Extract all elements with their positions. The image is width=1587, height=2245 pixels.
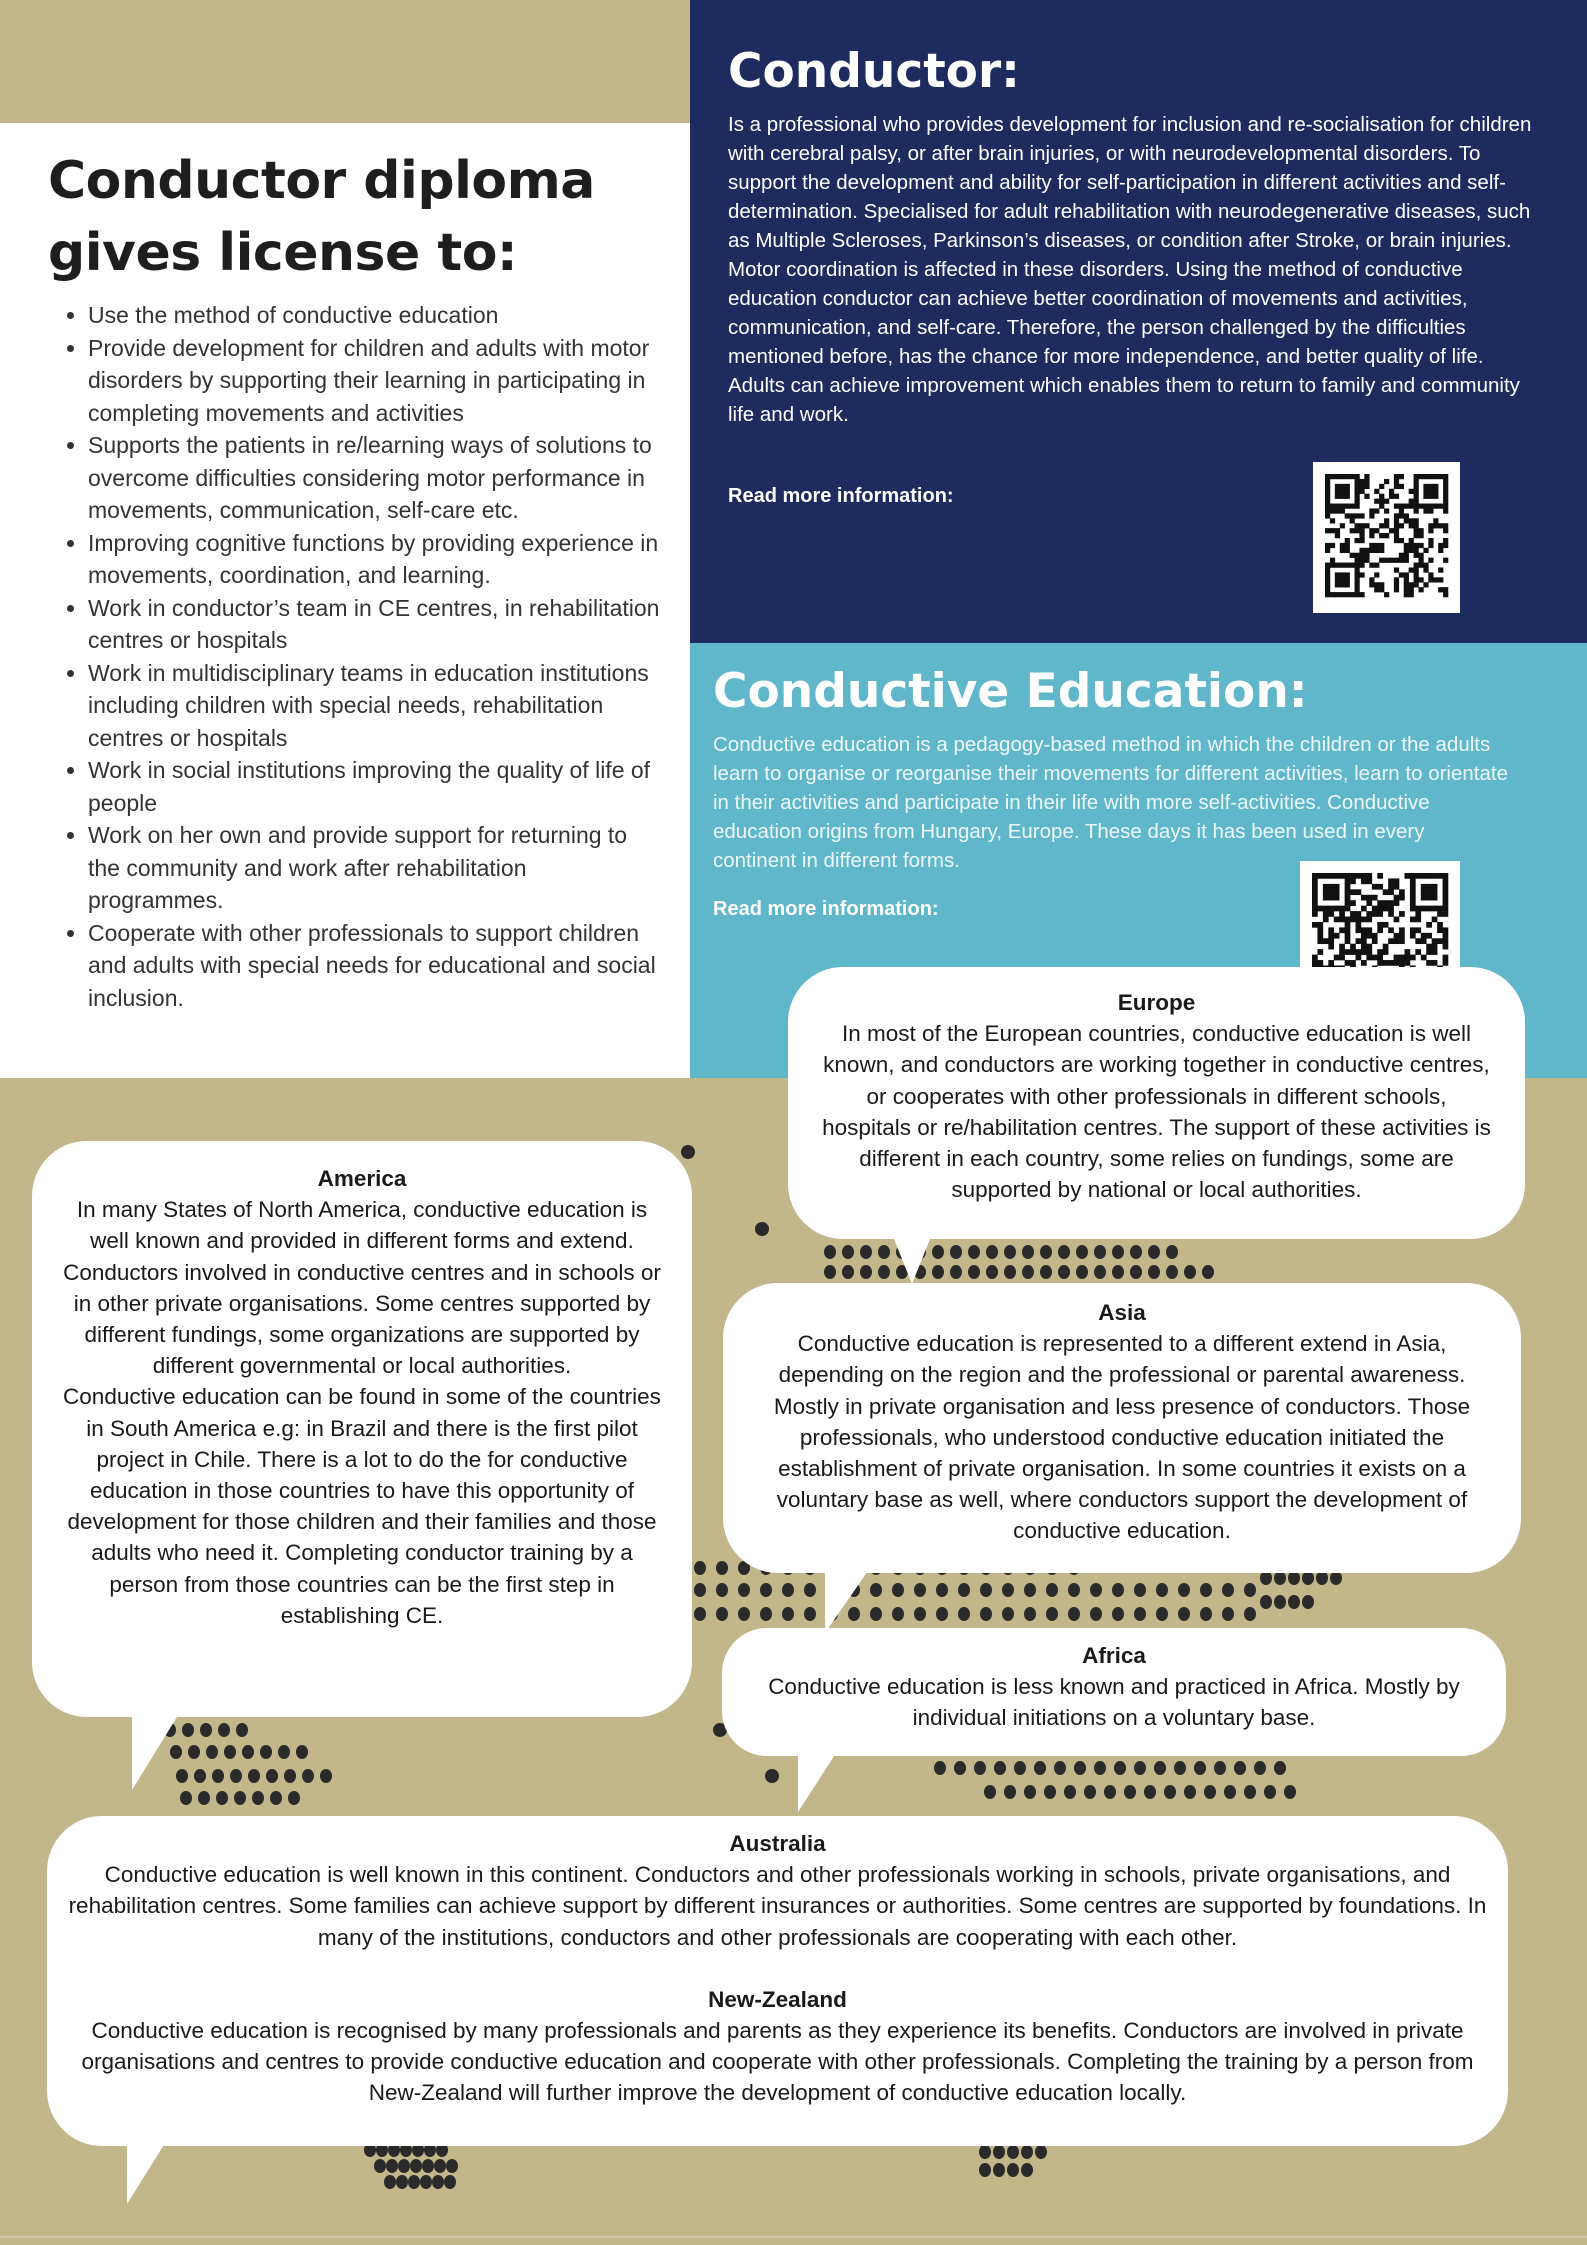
conductor-panel bbox=[690, 0, 1587, 643]
australia-bubble-tail bbox=[127, 2140, 167, 2204]
new-zealand-title: New-Zealand bbox=[708, 1986, 847, 2012]
license-item: • Work in social institutions improving the quality of life of people bbox=[88, 754, 662, 819]
africa-bubble bbox=[722, 1628, 1506, 1756]
conductor-heading: Conductor: bbox=[728, 44, 1020, 99]
america-bubble bbox=[32, 1141, 692, 1717]
license-list bbox=[48, 299, 662, 1014]
license-item: • Work in conductor’s team in CE centres, in rehabilitation centres or hospitals bbox=[88, 592, 662, 657]
asia-bubble-tail bbox=[825, 1568, 870, 1633]
europe-text: In most of the European countries, conductive education is well known, and conductors are working together in conductive centres, or cooperates with other professionals in different schools, hospitals or re/habilitation centres. The support of these activities is different in each country, some relies on fundings, some are supported by national or local authorities. bbox=[822, 1021, 1491, 1203]
license-item: • Use the method of conductive education bbox=[88, 299, 662, 332]
new-zealand-text: Conductive education is recognised by many professionals and parents as they experience its benefits. Conductors are involved in private organisations and centres to provide conductive education and cooperate with other professionals. Completing the training by a person from New-Zealand will further improve the development of conductive education locally. bbox=[81, 2018, 1474, 2106]
america-text-south: Conductive education can be found in some of the countries in South America e.g: in Brazil and there is the first pilot project in Chile. There is a lot to do the for conductive education in those countries to have this opportunity of development for those children and their families and those adults who need it. Completing conductor training by a person from those countries can be the first step in establishing CE. bbox=[63, 1384, 661, 1628]
america-title: America bbox=[317, 1166, 407, 1191]
conductor-qr-code-icon[interactable] bbox=[1313, 462, 1460, 613]
australia-title: Australia bbox=[729, 1831, 826, 1856]
australia-nz-bubble bbox=[47, 1816, 1508, 2146]
conductor-description: Is a professional who provides development for inclusion and re-socialisation for children with cerebral palsy, or after brain injuries, or with neurodevelopmental disorders. To support the development and ability for self-participation in different activities and self-determination. Specialised for adult rehabilitation with neurodegenerative diseases, such as Multiple Scleroses, Parkinson’s diseases, or condition after Stroke, or brain injuries. Motor coordination is affected in these disorders. Using the method of conductive education conductor can achieve better coordination of movements and activities, communication, and self-care. Therefore, the person challenged by the difficulties mentioned before, has the chance for more independence, and better quality of life. Adults can achieve improvement which enables them to return to family and community life and work. bbox=[728, 113, 1532, 426]
license-item: • Work in multidisciplinary teams in education institutions including children with special needs, rehabilitation centres or hospitals bbox=[88, 657, 662, 755]
america-bubble-tail bbox=[132, 1712, 180, 1790]
license-heading: Conductor diploma gives license to: bbox=[48, 151, 595, 283]
license-item: • Supports the patients in re/learning ways of solutions to overcome difficulties considering motor performance in movements, communication, self-care etc. bbox=[88, 429, 662, 527]
license-panel bbox=[0, 123, 690, 1078]
asia-title: Asia bbox=[1098, 1300, 1146, 1325]
license-item: • Provide development for children and adults with motor disorders by supporting their learning in participating in completing movements and activities bbox=[88, 332, 662, 430]
africa-bubble-tail bbox=[798, 1750, 838, 1812]
license-item: • Work on her own and provide support for returning to the community and work after rehabilitation programmes. bbox=[88, 819, 662, 917]
asia-bubble bbox=[723, 1283, 1521, 1573]
license-item: • Improving cognitive functions by providing experience in movements, coordination, and learning. bbox=[88, 527, 662, 592]
asia-text: Conductive education is represented to a different extend in Asia, depending on the region and the professional or parental awareness. Mostly in private organisation and less presence of conductors. Those professionals, who understood conductive education initiated the establishment of private organisation. In some countries it exists on a voluntary base as well, where conductors support the development of conductive education. bbox=[773, 1331, 1471, 1544]
europe-bubble bbox=[788, 967, 1525, 1239]
europe-title: Europe bbox=[1117, 990, 1196, 1015]
africa-text: Conductive education is less known and practiced in Africa. Mostly by individual initiations on a voluntary base. bbox=[768, 1674, 1460, 1731]
australia-text: Conductive education is well known in this continent. Conductors and other professionals working in schools, private organisations, and rehabilitation centres. Some families can achieve support by different insurances or authorities. Some centres are supported by foundations. In many of the institutions, conductors and other professionals are cooperating with each other. bbox=[68, 1862, 1487, 1950]
ce-read-more-label: Read more information: bbox=[713, 898, 939, 920]
conductor-read-more-label: Read more information: bbox=[728, 485, 954, 507]
conductive-education-heading: Conductive Education: bbox=[713, 664, 1308, 719]
europe-bubble-tail bbox=[892, 1234, 932, 1284]
conductive-education-description: Conductive education is a pedagogy-based method in which the children or the adults learn to organise or reorganise their movements for different activities, learn to orientate in their activities and participate in their life with more self-activities. Conductive education origins from Hungary, Europe. These days it has been used in every continent in different forms. bbox=[713, 733, 1508, 872]
bottom-divider bbox=[0, 2236, 1587, 2238]
license-item: • Cooperate with other professionals to support children and adults with special needs for educational and social inclusion. bbox=[88, 917, 662, 1015]
africa-title: Africa bbox=[1082, 1643, 1146, 1668]
america-text-north: In many States of North America, conductive education is well known and provided in different forms and extend. Conductors involved in conductive centres and in schools or in other private organisations. Some centres supported by different fundings, some organizations are supported by different governmental or local authorities. bbox=[63, 1197, 661, 1379]
